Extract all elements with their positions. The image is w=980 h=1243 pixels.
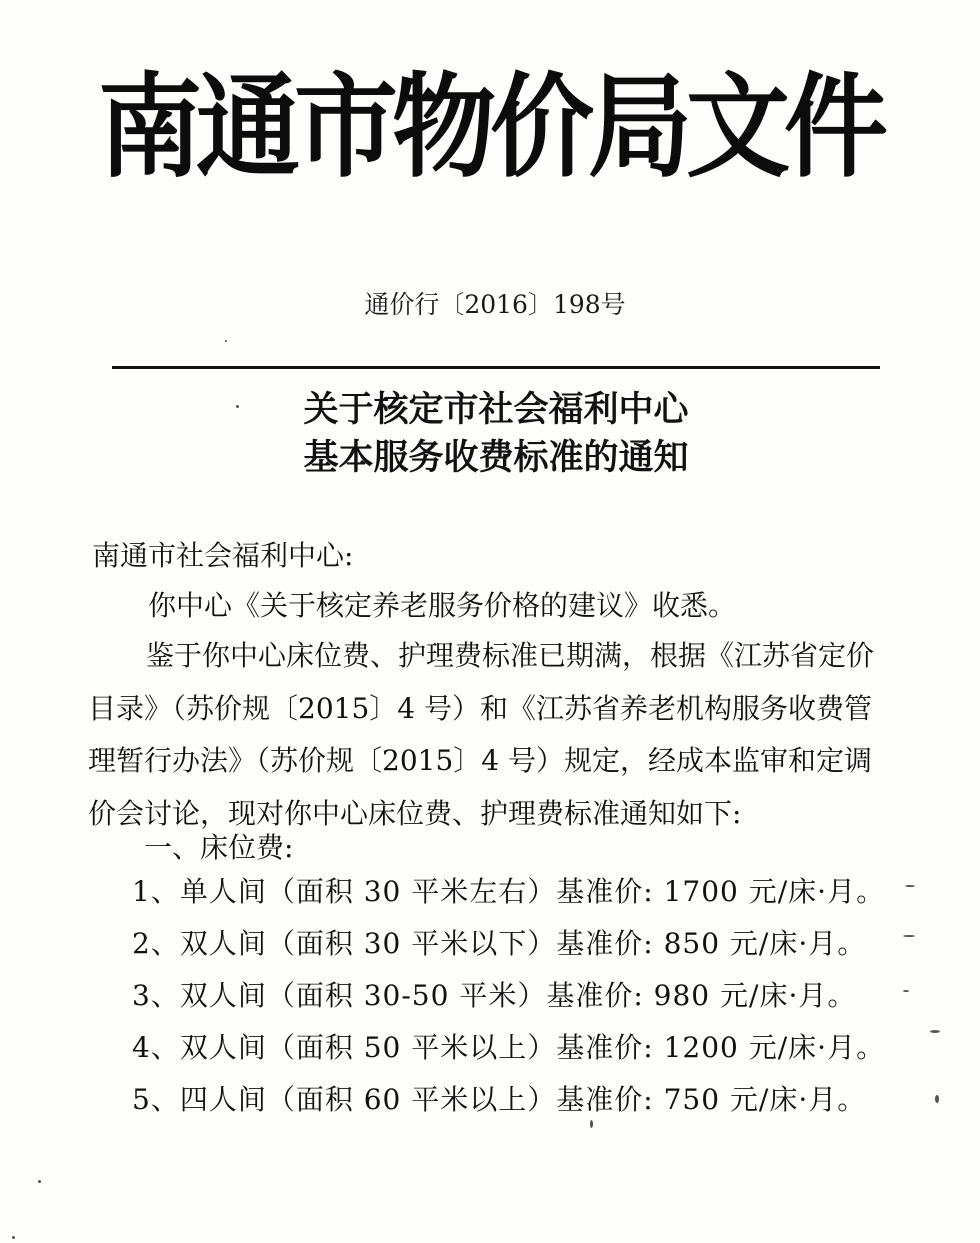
bed-rate-item: 4、双人间（面积 50 平米以上）基准价: 1200 元/床·月。 bbox=[132, 1031, 886, 1064]
bed-rate-item: 3、双人间（面积 30-50 平米）基准价: 980 元/床·月。 bbox=[132, 979, 857, 1012]
notice-title-line-1: 关于核定市社会福利中心 bbox=[303, 390, 689, 430]
notice-title-line-2: 基本服务收费标准的通知 bbox=[303, 438, 689, 478]
paragraph-line: 价会讨论，现对你中心床位费、护理费标准通知如下: bbox=[88, 796, 742, 830]
bed-rate-item: 2、双人间（面积 30 平米以下）基准价: 850 元/床·月。 bbox=[132, 927, 867, 960]
paragraph-line: 理暂行办法》（苏价规〔2015〕4 号）规定，经成本监审和定调 bbox=[88, 744, 872, 777]
scan-speck bbox=[236, 405, 239, 408]
paragraph-line: 鉴于你中心床位费、护理费标准已期满，根据《江苏省定价 bbox=[146, 639, 875, 672]
bed-rate-list bbox=[132, 866, 932, 1126]
scan-speck bbox=[590, 1120, 593, 1128]
scan-speck bbox=[903, 935, 915, 937]
paragraph-acknowledgement: 你中心《关于核定养老服务价格的建议》收悉。 bbox=[148, 589, 737, 622]
scan-speck bbox=[935, 1095, 939, 1103]
scan-speck bbox=[930, 1030, 940, 1033]
scan-speck bbox=[38, 1180, 41, 1183]
bed-rate-item: 5、四人间（面积 60 平米以上）基准价: 750 元/床·月。 bbox=[132, 1083, 867, 1116]
paragraph-line: 目录》（苏价规〔2015〕4 号）和《江苏省养老机构服务收费管 bbox=[88, 691, 872, 725]
paragraph-basis bbox=[88, 630, 918, 840]
salutation: 南通市社会福利中心: bbox=[92, 539, 354, 572]
scan-speck bbox=[905, 885, 915, 887]
section-heading-bed-fee: 一、床位费: bbox=[144, 831, 294, 864]
document-number: 通价行〔2016〕198号 bbox=[364, 290, 626, 319]
header-divider bbox=[112, 366, 880, 369]
scan-speck bbox=[903, 990, 909, 992]
issuer-header: 南通市物价局文件 bbox=[97, 60, 882, 193]
scan-speck bbox=[12, 1236, 15, 1239]
bed-rate-item: 1、单人间（面积 30 平米左右）基准价: 1700 元/床·月。 bbox=[132, 875, 886, 908]
scan-speck bbox=[225, 340, 227, 342]
